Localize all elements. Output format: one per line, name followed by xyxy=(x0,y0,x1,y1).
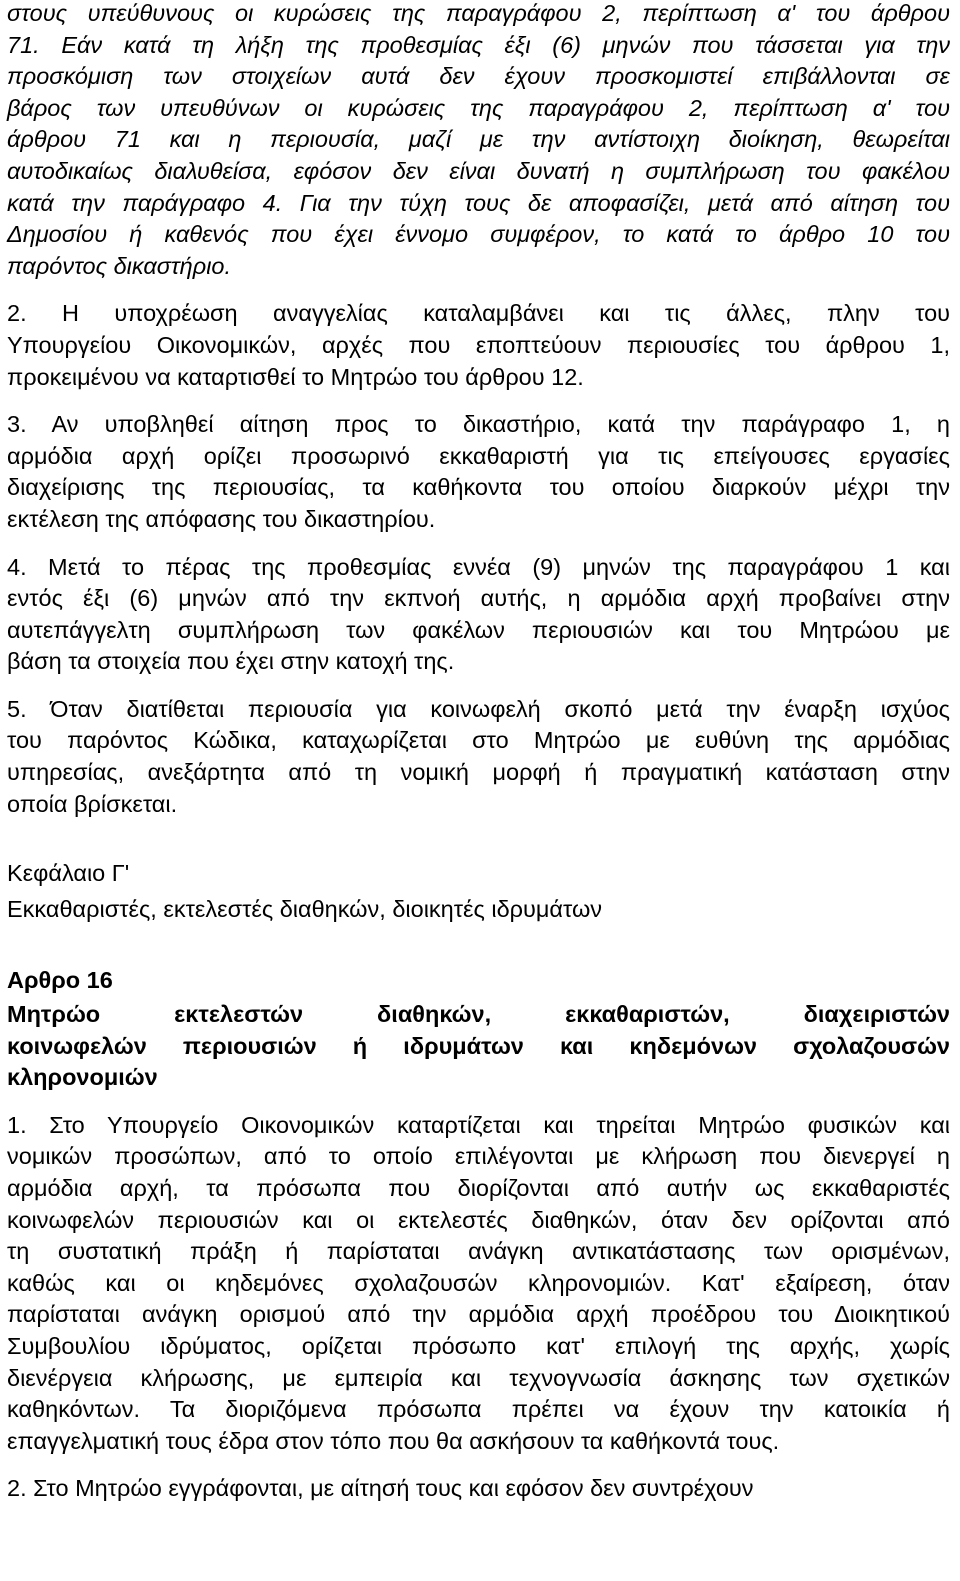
text-line: στους υπεύθυνους οι κυρώσεις της παραγράφου 2, περίπτωση α' του άρθρου xyxy=(7,0,950,26)
text-line: Δημοσίου ή καθενός που έχει έννομο συμφέρον, το κατά το άρθρο 10 του xyxy=(7,221,950,248)
text-line: κατά την παράγραφο 4. Για την τύχη τους δε αποφασίζει, μετά από αίτηση του xyxy=(7,189,950,216)
text-line: 2. Η υποχρέωση αναγγελίας καταλαμβάνει και τις άλλες, πλην του xyxy=(7,300,950,327)
text-line: διαχείρισης της περιουσίας, τα καθήκοντα του οποίου διαρκούν μέχρι την xyxy=(7,474,950,501)
text-line: 2. Στο Μητρώο εγγράφονται, με αίτησή τους και εφόσον δεν συντρέχουν xyxy=(7,1475,754,1502)
text-line: Μητρώο εκτελεστών διαθηκών, εκκαθαριστών, διαχειριστών xyxy=(7,1001,950,1028)
chapter-subtitle: Εκκαθαριστές, εκτελεστές διαθηκών, διοικητές ιδρυμάτων xyxy=(7,895,603,922)
text-line: καθώς και οι κηδεμόνες σχολαζουσών κληρονομιών. Κατ' εξαίρεση, όταν xyxy=(7,1269,950,1296)
paragraph-3 xyxy=(7,409,950,535)
text-line: αρμόδια αρχή, τα πρόσωπα που διορίζονται από αυτήν ως εκκαθαριστές xyxy=(7,1175,950,1201)
text-line: νομικών προσώπων, από το οποίο επιλέγονται με κλήρωση που διενεργεί η xyxy=(7,1143,950,1170)
article-paragraph-2 xyxy=(7,1473,950,1505)
text-line: του παρόντος Κώδικα, καταχωρίζεται στο Μητρώο με ευθύνη της αρμόδιας xyxy=(7,727,950,754)
text-line: κοινωφελών περιουσιών ή ιδρυμάτων και κηδεμόνων σχολαζουσών xyxy=(7,1032,950,1059)
text-line: καθηκόντων. Τα διοριζόμενα πρόσωπα πρέπει να έχουν την κατοικία ή xyxy=(7,1396,950,1423)
text-line: 5. Όταν διατίθεται περιουσία για κοινωφελή σκοπό μετά την έναρξη ισχύος xyxy=(7,695,950,722)
article-paragraph-1 xyxy=(7,1110,950,1458)
text-line: παρίσταται ανάγκη ορισμού από την αρμόδια αρχή προέδρου του Διοικητικού xyxy=(7,1301,950,1328)
text-line: εντός έξι (6) μηνών από την εκπνοή αυτής, η αρμόδια αρχή προβαίνει στην xyxy=(7,585,950,612)
text-line: βάρος των υπευθύνων οι κυρώσεις της παραγράφου 2, περίπτωση α' του xyxy=(7,94,950,121)
text-line: αυτοδικαίως διαλυθείσα, εφόσον δεν είναι δυνατή η συμπλήρωση του φακέλου xyxy=(7,157,950,184)
text-line: άρθρου 71 και η περιουσία, μαζί με την αντίστοιχη διοίκηση, θεωρείται xyxy=(7,126,950,153)
text-line: κληρονομιών xyxy=(7,1064,158,1091)
text-line: διενέργεια κλήρωσης, με εμπειρία και τεχνογνωσία άσκησης των σχετικών xyxy=(7,1364,950,1391)
text-line: οποία βρίσκεται. xyxy=(7,790,178,817)
chapter-title: Κεφάλαιο Γ' xyxy=(7,860,130,887)
text-line: 71. Εάν κατά τη λήξη της προθεσμίας έξι (6) μηνών που τάσσεται για την xyxy=(7,31,950,58)
text-line: επαγγελματική τους έδρα στον τόπο που θα ασκήσουν τα καθήκοντά τους. xyxy=(7,1427,780,1454)
text-line: παρόντος δικαστήριο. xyxy=(7,252,232,279)
text-line: Συμβουλίου ιδρύματος, ορίζεται πρόσωπο κατ' επιλογή της αρχής, χωρίς xyxy=(7,1332,950,1359)
text-line: προσκόμιση των στοιχείων αυτά δεν έχουν προσκομιστεί επιβάλλονται σε xyxy=(7,63,950,90)
paragraph-4 xyxy=(7,552,950,678)
paragraph-5 xyxy=(7,694,950,820)
text-line: τη συστατική πράξη ή παρίσταται ανάγκη αντικατάστασης των ορισμένων, xyxy=(7,1238,950,1265)
text-line: αυτεπάγγελτη συμπλήρωση των φακέλων περιουσιών και του Μητρώου με xyxy=(7,616,950,643)
paragraph-intro xyxy=(7,0,950,282)
text-line: υπηρεσίας, ανεξάρτητα από τη νομική μορφή ή πραγματική κατάσταση στην xyxy=(7,759,950,786)
text-line: 4. Μετά το πέρας της προθεσμίας εννέα (9) μηνών της παραγράφου 1 και xyxy=(7,553,950,580)
text-line: Υπουργείου Οικονομικών, αρχές που εποπτεύουν περιουσίες του άρθρου 1, xyxy=(7,331,950,358)
article-title xyxy=(7,999,950,1094)
text-line: 1. Στο Υπουργείο Οικονομικών καταρτίζεται και τηρείται Μητρώο φυσικών και xyxy=(7,1111,950,1138)
text-line: βάση τα στοιχεία που έχει στην κατοχή της. xyxy=(7,648,455,675)
text-line: προκειμένου να καταρτισθεί το Μητρώο του άρθρου 12. xyxy=(7,363,584,390)
text-line: 3. Αν υποβληθεί αίτηση προς το δικαστήριο, κατά την παράγραφο 1, η xyxy=(7,411,950,438)
article-number: Αρθρο 16 xyxy=(7,967,113,994)
text-line: αρμόδια αρχή ορίζει προσωρινό εκκαθαριστή για τις επείγουσες εργασίες xyxy=(7,442,950,469)
text-line: εκτέλεση της απόφασης του δικαστηρίου. xyxy=(7,505,436,532)
text-line: κοινωφελών περιουσιών και οι εκτελεστές διαθηκών, όταν δεν ορίζονται από xyxy=(7,1206,950,1233)
paragraph-2 xyxy=(7,298,950,393)
